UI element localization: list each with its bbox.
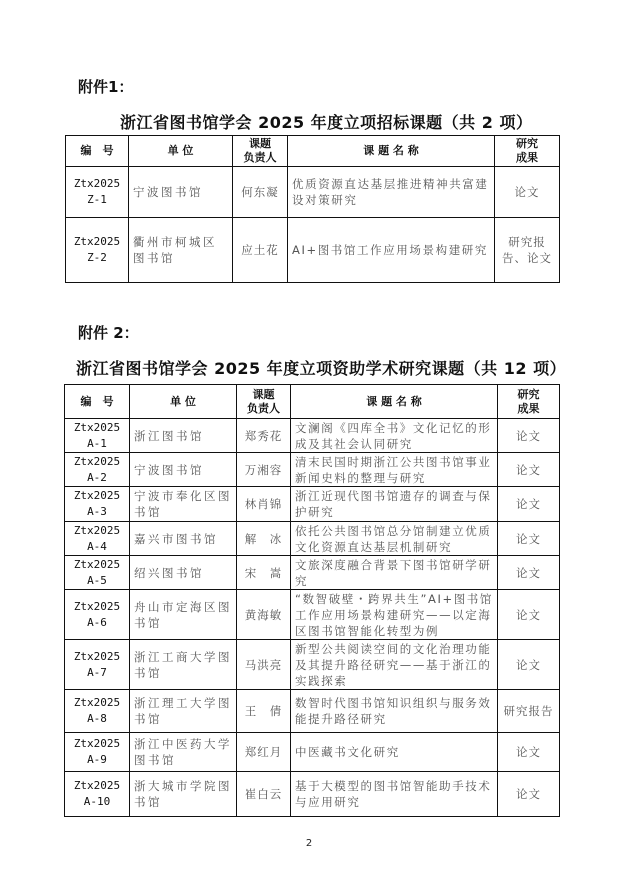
cell-lead: 崔白云 bbox=[237, 772, 291, 817]
table-row bbox=[65, 487, 560, 522]
cell-unit: 宁波图书馆 bbox=[129, 167, 233, 218]
cell-lead: 何东凝 bbox=[233, 167, 288, 218]
header-lead: 课题 负责人 bbox=[237, 385, 291, 419]
cell-topic: 基于大模型的图书馆智能助手技术与应用研究 bbox=[291, 772, 498, 817]
cell-topic: 优质资源直达基层推进精神共富建设对策研究 bbox=[288, 167, 495, 218]
table-header-row bbox=[65, 385, 560, 419]
cell-lead: 郑红月 bbox=[237, 733, 291, 772]
cell-unit: 舟山市定海区图书馆 bbox=[130, 590, 237, 640]
table-header-row bbox=[66, 136, 560, 167]
cell-code: Ztx2025 A-6 bbox=[65, 590, 130, 640]
table-row bbox=[65, 690, 560, 733]
cell-unit: 宁波图书馆 bbox=[130, 453, 237, 487]
cell-result: 论文 bbox=[498, 733, 560, 772]
header-result: 研究 成果 bbox=[495, 136, 560, 167]
cell-lead: 王 倩 bbox=[237, 690, 291, 733]
page-number: 2 bbox=[305, 838, 313, 849]
header-result: 研究 成果 bbox=[498, 385, 560, 419]
cell-code: Ztx2025 Z-2 bbox=[66, 218, 129, 283]
cell-result: 研究报告 bbox=[498, 690, 560, 733]
cell-topic: 浙江近现代图书馆遗存的调查与保护研究 bbox=[291, 487, 498, 522]
cell-topic: 依托公共图书馆总分馆制建立优质文化资源直达基层机制研究 bbox=[291, 522, 498, 556]
table-row bbox=[65, 640, 560, 690]
cell-code: Ztx2025 A-9 bbox=[65, 733, 130, 772]
annex-1-title: 浙江省图书馆学会 2025 年度立项招标课题（共 2 项） bbox=[120, 113, 533, 132]
cell-result: 论文 bbox=[498, 640, 560, 690]
annex-1-label: 附件1： bbox=[78, 78, 134, 96]
cell-topic: 清末民国时期浙江公共图书馆事业新闻史料的整理与研究 bbox=[291, 453, 498, 487]
cell-code: Ztx2025 A-5 bbox=[65, 556, 130, 590]
cell-unit: 绍兴图书馆 bbox=[130, 556, 237, 590]
table-row bbox=[65, 556, 560, 590]
table-row bbox=[65, 522, 560, 556]
table-row bbox=[66, 167, 560, 218]
cell-lead: 应土花 bbox=[233, 218, 288, 283]
cell-result: 论文 bbox=[498, 590, 560, 640]
cell-result: 论文 bbox=[498, 556, 560, 590]
table-row bbox=[65, 733, 560, 772]
cell-result: 论文 bbox=[495, 167, 560, 218]
cell-code: Ztx2025 Z-1 bbox=[66, 167, 129, 218]
cell-unit: 浙江中医药大学图书馆 bbox=[130, 733, 237, 772]
header-code: 编 号 bbox=[65, 385, 130, 419]
cell-lead: 郑秀花 bbox=[237, 419, 291, 453]
cell-topic: 文澜阁《四库全书》文化记忆的形成及其社会认同研究 bbox=[291, 419, 498, 453]
cell-unit: 浙大城市学院图书馆 bbox=[130, 772, 237, 817]
cell-result: 论文 bbox=[498, 453, 560, 487]
annex-1-table bbox=[65, 135, 560, 283]
annex-2-label: 附件 2： bbox=[78, 324, 139, 342]
cell-lead: 马洪亮 bbox=[237, 640, 291, 690]
cell-result: 论文 bbox=[498, 419, 560, 453]
header-unit: 单 位 bbox=[130, 385, 237, 419]
cell-unit: 衢州市柯城区图书馆 bbox=[129, 218, 233, 283]
cell-unit: 浙江理工大学图书馆 bbox=[130, 690, 237, 733]
annex-2-table bbox=[64, 384, 560, 817]
cell-lead: 黄海敏 bbox=[237, 590, 291, 640]
cell-code: Ztx2025 A-10 bbox=[65, 772, 130, 817]
cell-result: 论文 bbox=[498, 487, 560, 522]
table-row bbox=[66, 218, 560, 283]
cell-code: Ztx2025 A-4 bbox=[65, 522, 130, 556]
cell-unit: 浙江图书馆 bbox=[130, 419, 237, 453]
table-row bbox=[65, 772, 560, 817]
header-topic: 课 题 名 称 bbox=[288, 136, 495, 167]
cell-unit: 宁波市奉化区图书馆 bbox=[130, 487, 237, 522]
cell-code: Ztx2025 A-1 bbox=[65, 419, 130, 453]
annex-2-title: 浙江省图书馆学会 2025 年度立项资助学术研究课题（共 12 项） bbox=[76, 359, 567, 378]
cell-lead: 万湘容 bbox=[237, 453, 291, 487]
header-lead: 课题 负责人 bbox=[233, 136, 288, 167]
cell-topic: 新型公共阅读空间的文化治理功能及其提升路径研究——基于浙江的实践探索 bbox=[291, 640, 498, 690]
cell-topic: 数智时代图书馆知识组织与服务效能提升路径研究 bbox=[291, 690, 498, 733]
header-topic: 课 题 名 称 bbox=[291, 385, 498, 419]
cell-result: 论文 bbox=[498, 772, 560, 817]
cell-code: Ztx2025 A-3 bbox=[65, 487, 130, 522]
table-row bbox=[65, 453, 560, 487]
header-code: 编 号 bbox=[66, 136, 129, 167]
header-unit: 单 位 bbox=[129, 136, 233, 167]
cell-code: Ztx2025 A-7 bbox=[65, 640, 130, 690]
cell-result: 研究报告、论文 bbox=[495, 218, 560, 283]
cell-topic: AI+图书馆工作应用场景构建研究 bbox=[288, 218, 495, 283]
cell-lead: 解 冰 bbox=[237, 522, 291, 556]
cell-unit: 嘉兴市图书馆 bbox=[130, 522, 237, 556]
cell-topic: 文旅深度融合背景下图书馆研学研究 bbox=[291, 556, 498, 590]
cell-code: Ztx2025 A-2 bbox=[65, 453, 130, 487]
cell-topic: 中医藏书文化研究 bbox=[291, 733, 498, 772]
cell-unit: 浙江工商大学图书馆 bbox=[130, 640, 237, 690]
table-row bbox=[65, 419, 560, 453]
cell-lead: 宋 嵩 bbox=[237, 556, 291, 590]
table-row bbox=[65, 590, 560, 640]
cell-code: Ztx2025 A-8 bbox=[65, 690, 130, 733]
cell-lead: 林肖锦 bbox=[237, 487, 291, 522]
cell-result: 论文 bbox=[498, 522, 560, 556]
cell-topic: “数智破壁・跨界共生”AI+图书馆工作应用场景构建研究——以定海区图书馆智能化转型为例 bbox=[291, 590, 498, 640]
